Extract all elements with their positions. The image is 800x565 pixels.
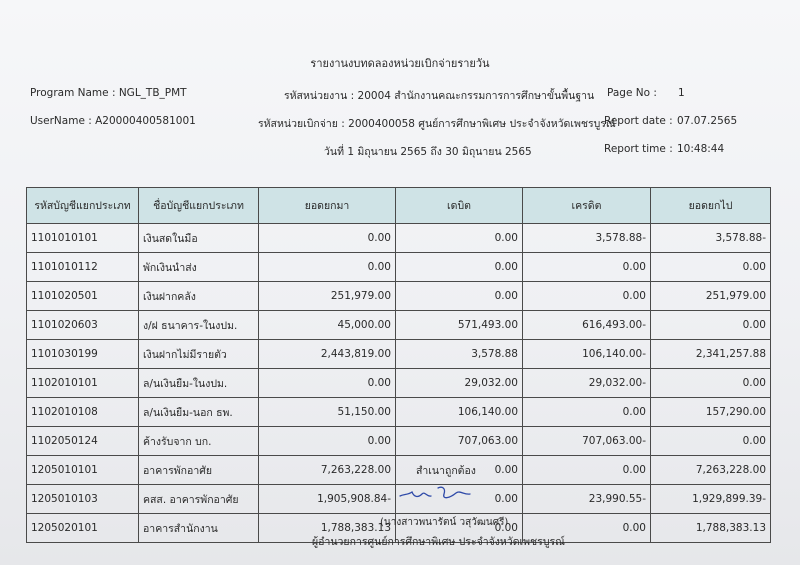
report-time-label: Report time :: [604, 143, 673, 155]
user-name: UserName : A20000400581001: [30, 115, 196, 127]
account-code: 1102010108: [27, 398, 139, 427]
account-name: พักเงินนำส่ง: [139, 253, 259, 282]
credit: 106,140.00-: [523, 340, 651, 369]
account-code: 1101010101: [27, 224, 139, 253]
account-code: 1101030199: [27, 340, 139, 369]
opening-balance: 51,150.00: [259, 398, 396, 427]
opening-balance: 45,000.00: [259, 311, 396, 340]
account-name: ค้างรับจาก บก.: [139, 427, 259, 456]
credit: 23,990.55-: [523, 485, 651, 514]
signer-position: ผู้อำนวยการศูนย์การศึกษาพิเศษ ประจำจังหวัดเพชรบูรณ์: [312, 536, 565, 548]
handwritten-signature: [398, 482, 472, 504]
opening-balance: 7,263,228.00: [259, 456, 396, 485]
opening-balance: 0.00: [259, 427, 396, 456]
debit: 3,578.88: [396, 340, 523, 369]
account-code: 1101020501: [27, 282, 139, 311]
closing-balance: 0.00: [651, 369, 771, 398]
credit: 3,578.88-: [523, 224, 651, 253]
account-code: 1102050124: [27, 427, 139, 456]
table-header-row: [27, 188, 771, 224]
credit: 616,493.00-: [523, 311, 651, 340]
credit: 0.00: [523, 282, 651, 311]
closing-balance: 0.00: [651, 427, 771, 456]
debit: 0.00: [396, 253, 523, 282]
account-code: 1101010112: [27, 253, 139, 282]
debit: 106,140.00: [396, 398, 523, 427]
table-row: [27, 224, 771, 253]
closing-balance: 0.00: [651, 253, 771, 282]
report-title: รายงานงบทดลองหน่วยเบิกจ่ายรายวัน: [310, 57, 490, 70]
col-credit: เครดิต: [523, 188, 651, 224]
table-row: [27, 369, 771, 398]
debit: 0.00: [396, 514, 523, 543]
account-name: เงินฝากไม่มีรายตัว: [139, 340, 259, 369]
account-name: ล/นเงินยืม-ในงปม.: [139, 369, 259, 398]
account-code: 1102010101: [27, 369, 139, 398]
col-debit: เดบิต: [396, 188, 523, 224]
closing-balance: 1,788,383.13: [651, 514, 771, 543]
closing-balance: 0.00: [651, 311, 771, 340]
table-row: [27, 282, 771, 311]
closing-balance: 2,341,257.88: [651, 340, 771, 369]
report-period: วันที่ 1 มิถุนายน 2565 ถึง 30 มิถุนายน 2565: [324, 146, 532, 158]
debit: 571,493.00: [396, 311, 523, 340]
opening-balance: 0.00: [259, 253, 396, 282]
account-name: อาคารพักอาศัย: [139, 456, 259, 485]
debit: 0.00: [396, 456, 523, 485]
closing-balance: 1,929,899.39-: [651, 485, 771, 514]
credit: 0.00: [523, 456, 651, 485]
account-name: เงินฝากคลัง: [139, 282, 259, 311]
closing-balance: 157,290.00: [651, 398, 771, 427]
col-account-name: ชื่อบัญชีแยกประเภท: [139, 188, 259, 224]
table-row: [27, 311, 771, 340]
account-code: 1205010103: [27, 485, 139, 514]
agency-code: รหัสหน่วยงาน : 20004 สำนักงานคณะกรรมการการศึกษาขั้นพื้นฐาน: [284, 90, 595, 102]
account-name: เงินสดในมือ: [139, 224, 259, 253]
debit: 0.00: [396, 485, 523, 514]
report-date-value: 07.07.2565: [677, 115, 738, 127]
certified-copy-stamp: สำเนาถูกต้อง: [416, 465, 476, 477]
credit: 0.00: [523, 398, 651, 427]
account-name: อาคารสำนักงาน: [139, 514, 259, 543]
program-name: Program Name : NGL_TB_PMT: [30, 87, 187, 99]
opening-balance: 0.00: [259, 224, 396, 253]
page-no-label: Page No :: [607, 87, 657, 99]
debit: 0.00: [396, 224, 523, 253]
report-time-value: 10:48:44: [677, 143, 725, 155]
opening-balance: 251,979.00: [259, 282, 396, 311]
debit: 29,032.00: [396, 369, 523, 398]
disburse-unit-code: รหัสหน่วยเบิกจ่าย : 2000400058 ศูนย์การศึกษาพิเศษ ประจำจังหวัดเพชรบูรณ์: [258, 118, 616, 130]
account-name: ง/ฝ ธนาคาร-ในงปม.: [139, 311, 259, 340]
closing-balance: 251,979.00: [651, 282, 771, 311]
account-name: ล/นเงินยืม-นอก ธพ.: [139, 398, 259, 427]
account-code: 1205010101: [27, 456, 139, 485]
opening-balance: 2,443,819.00: [259, 340, 396, 369]
table-row: [27, 427, 771, 456]
table-row: [27, 398, 771, 427]
table-row: [27, 456, 771, 485]
closing-balance: 3,578.88-: [651, 224, 771, 253]
account-code: 1101020603: [27, 311, 139, 340]
opening-balance: 0.00: [259, 369, 396, 398]
closing-balance: 7,263,228.00: [651, 456, 771, 485]
debit: 0.00: [396, 282, 523, 311]
account-name: คสส. อาคารพักอาศัย: [139, 485, 259, 514]
signer-name: (นางสาวพนารัตน์ วสุวัฒนศรี): [380, 517, 509, 528]
account-code: 1205020101: [27, 514, 139, 543]
col-account-code: รหัสบัญชีแยกประเภท: [27, 188, 139, 224]
col-closing-balance: ยอดยกไป: [651, 188, 771, 224]
opening-balance: 1,788,383.13: [259, 514, 396, 543]
table-row: [27, 340, 771, 369]
debit: 707,063.00: [396, 427, 523, 456]
opening-balance: 1,905,908.84-: [259, 485, 396, 514]
credit: 0.00: [523, 253, 651, 282]
credit: 29,032.00-: [523, 369, 651, 398]
col-opening-balance: ยอดยกมา: [259, 188, 396, 224]
credit: 0.00: [523, 514, 651, 543]
credit: 707,063.00-: [523, 427, 651, 456]
report-date-label: Report date :: [604, 115, 673, 127]
table-row: [27, 253, 771, 282]
page-no-value: 1: [678, 87, 685, 99]
